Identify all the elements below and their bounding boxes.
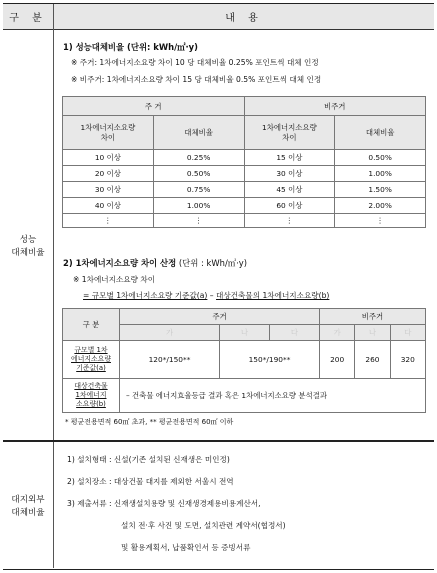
table-row: [63, 379, 426, 413]
formula-a: = 규모별 1차에너지소요량 기준값(a): [83, 291, 208, 300]
table-row: 20 이상 0.50% 30 이상 1.00%: [63, 166, 426, 182]
col-ratio-res: 대체비율: [153, 116, 244, 150]
formula: = 규모별 1차에너지소요량 기준값(a) – 대상건축물의 1차에너지소요량(b): [83, 291, 330, 300]
table-row: 10 이상 0.25% 15 이상 0.50%: [63, 150, 426, 166]
group-residential: 주 거: [63, 97, 245, 116]
head-label: 구 분: [63, 309, 120, 341]
row-b-value: – 건축물 에너지효율등급 결과 혹은 1차에너지소요량 분석결과: [120, 379, 426, 413]
group-nonresidential: 비주거: [244, 97, 426, 116]
table-row: 30 이상 0.75% 45 이상 1.50%: [63, 182, 426, 198]
footnote: * 평균전용면적 60㎡ 초과, ** 평균전용면적 60㎡ 이하: [65, 418, 234, 426]
energy-difference-table: 구 분 주거 비주거 가 나 다 가 나 다 규모별 1차 에너지소요량 기준값(a) 120*/150** 150*/190** 200 260 320 대상건축물 1차에너지 소요량(b) – 건축물 에너지효율등급 결과 혹은 1차에너지소요량 분석결과: [62, 308, 426, 413]
formula-b: 대상건축물의 1차에너지소요량(b): [216, 291, 330, 300]
section2-unit: (단위 : kWh/㎡·y): [178, 258, 248, 268]
section2-line1: ※ 1차에너지소요량 차이: [73, 275, 156, 284]
item-1: 1) 설치형태 : 신설(기존 설치된 신재생은 미인정): [67, 455, 230, 464]
label-performance: 성능 대체비율: [11, 235, 45, 258]
header-content: 내 용: [54, 4, 434, 30]
replacement-ratio-table: [62, 96, 426, 228]
section2-title: 2) 1차에너지소요량 차이 산정: [63, 258, 177, 268]
group-residential-2: 주거: [120, 309, 320, 325]
section1-note-residential: ※ 주거: 1차에너지소요량 차이 10 당 대체비율 0.25% 포인트씩 대체 인정: [71, 58, 319, 67]
row-a-label: 규모별 1차 에너지소요량 기준값(a): [63, 341, 120, 379]
col-diff-res: 1차에너지소요량 차이: [63, 116, 154, 150]
section1-title: 1) 성능대체비율 (단위: kWh/㎡·y): [63, 42, 198, 52]
table-row: 규모별 1차 에너지소요량 기준값(a) 120*/150** 150*/190** 200 260 320: [63, 341, 426, 379]
group-nonresidential-2: 비주거: [320, 309, 426, 325]
table-row: ⋮ ⋮ ⋮ ⋮: [63, 214, 426, 228]
section2-title-line: [63, 257, 247, 269]
table-row: 40 이상 1.00% 60 이상 2.00%: [63, 198, 426, 214]
item-3-cont-2: 및 활용계획서, 납품확인서 등 증빙서류: [121, 543, 251, 552]
col-diff-nonres: 1차에너지소요량 차이: [244, 116, 335, 150]
item-3-cont-1: 설치 전·후 사진 및 도면, 설치관련 계약서(협정서): [121, 521, 286, 530]
section1-note-nonresidential: ※ 비주거: 1차에너지소요량 차이 15 당 대체비율 0.5% 포인트씩 대체 인정: [71, 75, 322, 84]
col-ratio-nonres: 대체비율: [335, 116, 426, 150]
row-b-label: 대상건축물 1차에너지 소요량(b): [63, 379, 120, 413]
document-table: [3, 3, 434, 570]
header-category: 구 분: [3, 4, 53, 30]
item-3: 3) 제출서류 : 신재생설치용량 및 신재생경제용비용계산서,: [67, 499, 261, 508]
label-external: 대지외부 대체비율: [11, 495, 45, 518]
item-2: 2) 설치장소 : 대상건물 대지를 제외한 서울시 전역: [67, 477, 234, 486]
